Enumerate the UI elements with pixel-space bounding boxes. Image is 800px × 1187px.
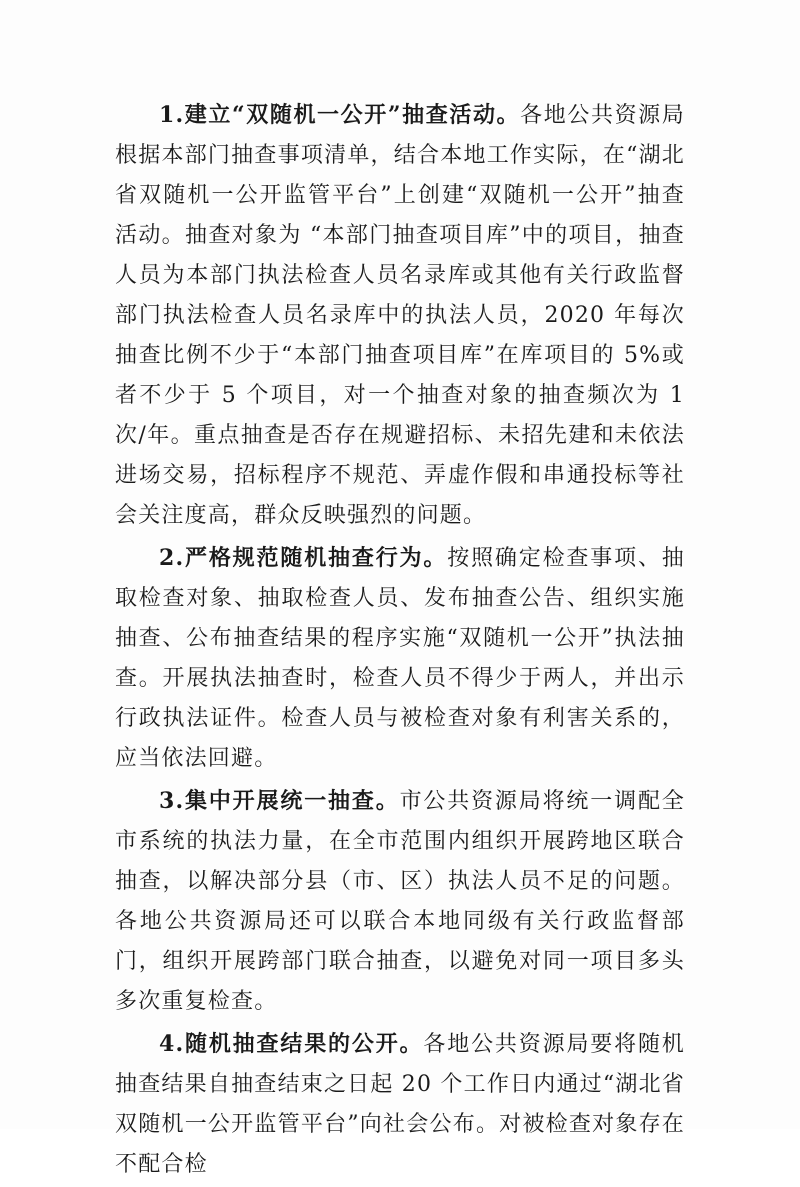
paragraph-3: [115, 781, 685, 1022]
paragraph-4-heading: 4.随机抽查结果的公开。: [159, 1031, 424, 1057]
paragraph-1: [115, 95, 685, 536]
paragraph-2-heading: 2.严格规范随机抽查行为。: [159, 545, 448, 571]
paragraph-4: [115, 1024, 685, 1185]
paragraph-1-heading: 1.建立“双随机一公开”抽查活动。: [159, 102, 521, 128]
document-body: [115, 95, 685, 1187]
paragraph-3-text: 市公共资源局将统一调配全市系统的执法力量，在全市范围内组织开展跨地区联合抽查，以解决部分县（市、区）执法人员不足的问题。各地公共资源局还可以联合本地同级有关行政监督部门，组织开展跨部门联合抽查，以避免对同一项目多头多次重复检查。: [115, 789, 685, 1014]
paragraph-2-text: 按照确定检查事项、抽取检查对象、抽取检查人员、发布抽查公告、组织实施抽查、公布抽查结果的程序实施“双随机一公开”执法抽查。开展执法抽查时，检查人员不得少于两人，并出示行政执法证件。检查人员与被检查对象有利害关系的，应当依法回避。: [115, 546, 685, 771]
paragraph-2: [115, 538, 685, 779]
paragraph-1-text: 各地公共资源局根据本部门抽查事项清单，结合本地工作实际，在“湖北省双随机一公开监管平台”上创建“双随机一公开”抽查活动。抽查对象为 “本部门抽查项目库”中的项目，抽查人员为本部门执法检查人员名录库或其他有关行政监督部门执法检查人员名录库中的执法人员，2020 年每次抽查比例不少于“本部门抽查项目库”在库项目的 5%或者不少于 5 个项目，对一个抽查对象的抽查频次为 1 次/年。重点抽查是否存在规避招标、未招先建和未依法进场交易，招标程序不规范、弄虚作假和串通投标等社会关注度高，群众反映强烈的问题。: [115, 103, 685, 528]
paragraph-3-heading: 3.集中开展统一抽查。: [159, 788, 400, 814]
paragraph-4-text: 各地公共资源局要将随机抽查结果自抽查结束之日起 20 个工作日内通过“湖北省双随机一公开监管平台”向社会公布。对被检查对象存在不配合检: [115, 1032, 685, 1177]
